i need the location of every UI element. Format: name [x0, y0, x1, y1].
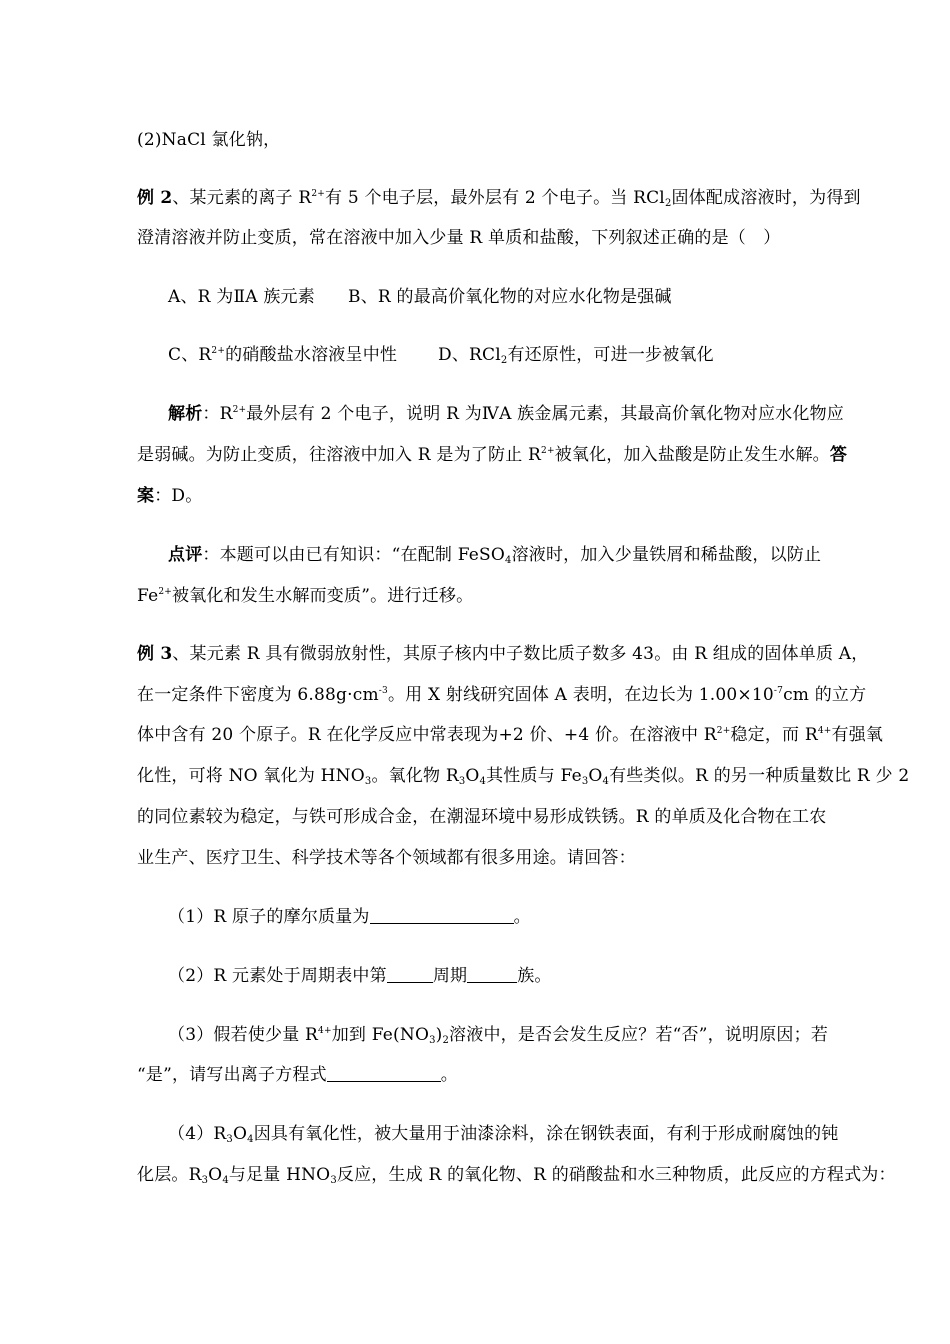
analysis-line-2: [137, 443, 847, 467]
line-text: (2)NaCl 氯化钠，: [137, 130, 281, 150]
text-run: O: [465, 766, 480, 786]
subscript: 3: [429, 1035, 436, 1046]
subscript: 3: [581, 776, 589, 787]
example-3-line-4: [137, 764, 909, 788]
option-a-text: A、R 为ⅡA 族元素: [168, 287, 315, 307]
text-run: 被氧化和发生水解而变质”。进行迁移。: [172, 586, 474, 606]
text-run: 有强氧: [831, 725, 884, 745]
text-run: 的硝酸盐水溶液呈中性: [225, 345, 398, 365]
subscript: 2: [442, 1035, 450, 1046]
text-run: 、某元素 R 具有微弱放射性，其原子核内中子数比质子数多 43。由 R 组成的固体单质 A，: [172, 644, 869, 664]
answer-blank[interactable]: [327, 1065, 441, 1082]
text-run: O: [208, 1165, 223, 1185]
text-run: （1）R 原子的摩尔质量为: [168, 907, 370, 927]
option-b: [348, 285, 672, 309]
text-line: [137, 128, 280, 152]
text-run: 族。: [517, 966, 552, 986]
subscript: 3: [201, 1175, 209, 1186]
text-run: 固体配成溶液时，为得到: [671, 188, 861, 208]
text-run: Fe: [137, 586, 159, 606]
superscript: 4+: [318, 1026, 332, 1036]
example-2-line-2: [137, 226, 780, 250]
comment-label: 点评: [168, 545, 203, 565]
text-run: 化性，可将 NO 氧化为 HNO: [137, 766, 365, 786]
example-3-label: 例 3: [137, 644, 173, 664]
text-run: 的同位素较为稳定，与铁可形成合金，在潮湿环境中易形成铁锈。R 的单质及化合物在工农: [137, 807, 827, 827]
text-run: 被氧化，加入盐酸是防止发生水解。: [554, 445, 830, 465]
text-run: ): [435, 1025, 443, 1045]
superscript: -3: [378, 686, 388, 696]
text-run: 其性质与 Fe: [486, 766, 582, 786]
text-run: 溶液中，是否会发生反应？若“否”，说明原因；若: [449, 1025, 829, 1045]
text-run: 周期: [432, 966, 468, 986]
text-run: 稳定，而 R: [730, 725, 818, 745]
subscript: 2: [664, 198, 672, 209]
text-run: 有些类似。R 的另一种质量数比 R 少 2: [609, 766, 910, 786]
superscript: -7: [773, 686, 784, 696]
text-run: 、某元素的离子 R: [172, 188, 312, 208]
text-run: （2）R 元素处于周期表中第: [168, 966, 387, 986]
answer-blank[interactable]: [387, 966, 433, 983]
text-run: “是”，请写出离子方程式: [137, 1065, 327, 1085]
text-run: ：本题可以由已有知识：“在配制 FeSO: [202, 545, 506, 565]
text-run: 因具有氧化性，被大量用于油漆涂料，涂在钢铁表面，有利于形成耐腐蚀的钝: [253, 1124, 839, 1144]
subscript: 2: [500, 355, 508, 366]
text-run: 溶液时，加入少量铁屑和稀盐酸，以防止: [511, 545, 822, 565]
answer-label: 答: [829, 445, 848, 465]
text-run: 与足量 HNO: [228, 1165, 331, 1185]
text-run: 有 5 个电子层，最外层有 2 个电子。当 RCl: [325, 188, 665, 208]
comment-line-2: [137, 584, 473, 608]
example-3-line-6: [137, 846, 636, 870]
question-4-line-2: [137, 1163, 896, 1187]
subscript: 3: [364, 776, 372, 787]
answer-line: [137, 484, 202, 508]
subscript: 4: [479, 776, 487, 787]
text-run: 。: [513, 907, 531, 927]
text-run: O: [232, 1124, 248, 1144]
option-a: [168, 285, 315, 309]
text-run: ：R: [202, 404, 233, 424]
text-run: 在一定条件下密度为 6.88g·cm: [137, 685, 379, 705]
example-2-label: 例 2: [137, 188, 173, 208]
text-run: 有还原性，可进一步被氧化: [507, 345, 714, 365]
superscript: 2+: [541, 446, 555, 456]
text-run: 体中含有 20 个原子。R 在化学反应中常表现为+2 价、+4 价。在溶液中 R: [137, 725, 717, 745]
text-run: cm 的立方: [783, 685, 867, 705]
text-run: D、RCl: [438, 345, 501, 365]
option-c: [168, 343, 397, 367]
text-run: 。用 X 射线研究固体 A 表明，在边长为 1.00×10: [387, 685, 774, 705]
analysis-label: 解析: [168, 404, 203, 424]
example-2-line-1: [137, 186, 861, 210]
question-3-line-2: [137, 1063, 458, 1087]
answer-label: 案: [137, 486, 155, 506]
answer-blank[interactable]: [467, 966, 517, 983]
answer-blank[interactable]: [370, 907, 514, 924]
question-2: [168, 964, 552, 988]
text-run: 最外层有 2 个电子，说明 R 为ⅣA 族金属元素，其最高价氧化物对应水化物应: [246, 404, 844, 424]
text-run: 业生产、医疗卫生、科学技术等各个领域都有很多用途。请回答：: [137, 848, 636, 868]
option-b-text: B、R 的最高价氧化物的对应水化物是强碱: [348, 287, 672, 307]
subscript: 4: [602, 776, 610, 787]
option-d: [438, 343, 714, 367]
text-run: 。氧化物 R: [371, 766, 459, 786]
subscript: 3: [226, 1134, 233, 1145]
superscript: 2+: [211, 346, 226, 356]
subscript: 3: [330, 1175, 337, 1186]
text-run: 化层。R: [137, 1165, 202, 1185]
superscript: 2+: [232, 405, 247, 415]
answer-value: ：D。: [154, 486, 203, 506]
question-4-line-1: [168, 1122, 839, 1146]
superscript: 4+: [817, 726, 832, 736]
text-run: C、R: [168, 345, 212, 365]
example-3-line-1: [137, 642, 869, 666]
text-run: 反应，生成 R 的氧化物、R 的硝酸盐和水三种物质，此反应的方程式为：: [336, 1165, 896, 1185]
example-3-line-3: [137, 723, 883, 747]
text-run: 澄清溶液并防止变质，常在溶液中加入少量 R 单质和盐酸，下列叙述正确的是（ ）: [137, 228, 781, 248]
superscript: 2+: [311, 189, 326, 199]
question-1: [168, 905, 531, 929]
example-3-line-5: [137, 805, 826, 829]
text-run: （3）假若使少量 R: [168, 1025, 319, 1045]
question-3-line-1: [168, 1023, 828, 1047]
example-3-line-2: [137, 683, 866, 707]
subscript: 4: [222, 1175, 229, 1186]
text-run: 加到 Fe(NO: [331, 1025, 430, 1045]
subscript: 4: [505, 555, 512, 566]
superscript: 2+: [716, 726, 731, 736]
text-run: 是弱碱。为防止变质，往溶液中加入 R 是为了防止 R: [137, 445, 542, 465]
subscript: 3: [458, 776, 466, 787]
text-run: （4）R: [168, 1124, 227, 1144]
text-run: O: [588, 766, 603, 786]
analysis-line-1: [168, 402, 844, 426]
subscript: 4: [247, 1134, 254, 1145]
text-run: 。: [440, 1065, 458, 1085]
comment-line-1: [168, 543, 821, 567]
superscript: 2+: [158, 587, 172, 597]
